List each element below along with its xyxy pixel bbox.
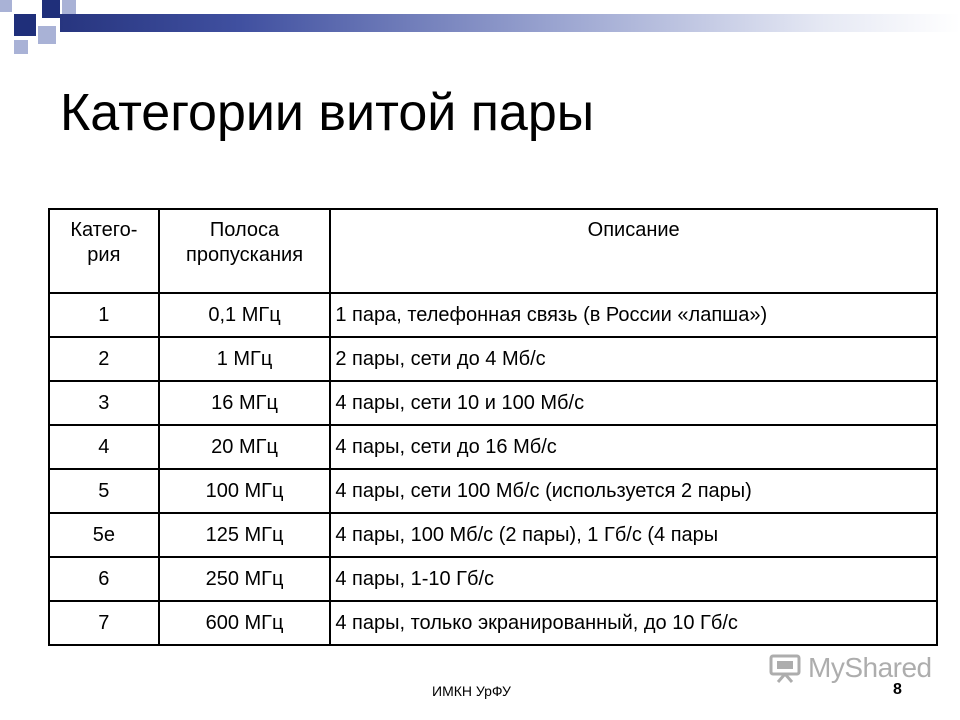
deco-square — [0, 0, 12, 12]
description-cell: 4 пары, только экранированный, до 10 Гб/с — [330, 601, 937, 645]
bandwidth-cell: 125 МГц — [159, 513, 331, 557]
deco-square — [62, 0, 76, 14]
category-cell: 5e — [49, 513, 159, 557]
category-cell: 5 — [49, 469, 159, 513]
slide-title: Категории витой пары — [60, 84, 595, 142]
header-bandwidth-line1: Полоса — [209, 219, 280, 241]
bandwidth-cell: 20 МГц — [159, 425, 331, 469]
table-row — [49, 601, 937, 645]
description-cell: 4 пары, 100 Мб/с (2 пары), 1 Гб/с (4 пары — [330, 513, 937, 557]
header-category — [49, 209, 159, 293]
table-header-row — [49, 209, 937, 293]
deco-square — [42, 0, 60, 18]
bandwidth-cell: 600 МГц — [159, 601, 331, 645]
category-cell: 7 — [49, 601, 159, 645]
bandwidth-cell: 100 МГц — [159, 469, 331, 513]
header-bandwidth — [159, 209, 331, 293]
table-row — [49, 557, 937, 601]
category-cell: 2 — [49, 337, 159, 381]
bandwidth-cell: 250 МГц — [159, 557, 331, 601]
table-row — [49, 337, 937, 381]
bandwidth-cell: 1 МГц — [159, 337, 331, 381]
table-row — [49, 293, 937, 337]
bandwidth-cell: 0,1 МГц — [159, 293, 331, 337]
description-cell: 4 пары, сети до 16 Мб/с — [330, 425, 937, 469]
deco-square — [14, 14, 36, 36]
category-cell: 4 — [49, 425, 159, 469]
category-cell: 1 — [49, 293, 159, 337]
header-category-line1: Катего- — [70, 219, 138, 241]
table-row — [49, 469, 937, 513]
description-cell: 4 пары, сети 100 Мб/с (используется 2 пары) — [330, 469, 937, 513]
description-cell: 1 пара, телефонная связь (в России «лапша») — [330, 293, 937, 337]
description-cell: 4 пары, сети 10 и 100 Мб/с — [330, 381, 937, 425]
header-category-line2: рия — [87, 244, 121, 266]
description-cell: 2 пары, сети до 4 Мб/с — [330, 337, 937, 381]
deco-square — [14, 40, 28, 54]
footer-institution: ИМКН УрФУ — [432, 683, 511, 699]
bandwidth-cell: 16 МГц — [159, 381, 331, 425]
table-row — [49, 381, 937, 425]
description-cell: 4 пары, 1-10 Гб/с — [330, 557, 937, 601]
table-row — [49, 513, 937, 557]
table-row — [49, 425, 937, 469]
watermark — [768, 652, 932, 684]
category-cell: 6 — [49, 557, 159, 601]
header-bandwidth-line2: пропускания — [186, 244, 304, 266]
presentation-board-icon — [768, 653, 802, 683]
categories-table — [48, 208, 938, 646]
watermark-text: MyShared — [808, 652, 932, 683]
category-cell: 3 — [49, 381, 159, 425]
deco-square — [38, 26, 56, 44]
page-number: 8 — [893, 681, 902, 698]
header-description: Описание — [330, 209, 937, 293]
header-gradient-bar — [60, 14, 960, 32]
